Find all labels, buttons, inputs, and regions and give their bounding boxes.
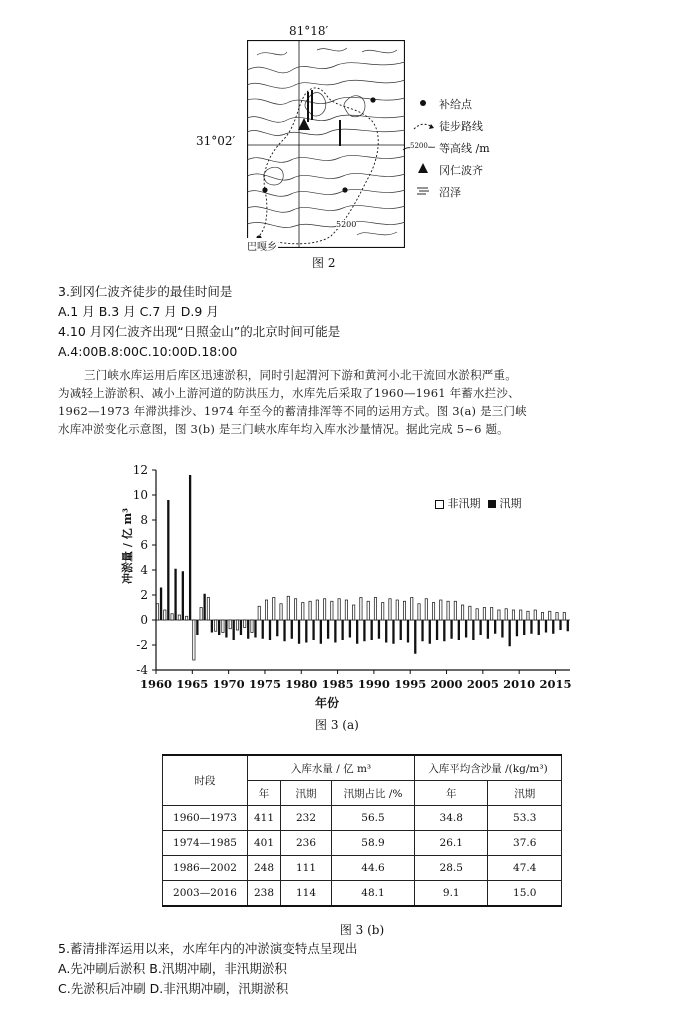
bar-non-flood: [534, 610, 536, 620]
question-5-options-1: A.先冲刷后淤积 B.汛期冲刷，非汛期淤积: [58, 961, 287, 976]
table-caption: 图 3 (b): [339, 923, 385, 937]
bar-non-flood: [164, 610, 166, 620]
bar-non-flood: [520, 610, 522, 620]
bar-flood: [400, 620, 402, 640]
contour-value-label: 5200: [336, 220, 357, 229]
cell: 411: [248, 806, 281, 831]
cell: 37.6: [488, 831, 562, 856]
bar-non-flood: [345, 600, 347, 620]
cell: 28.5: [415, 856, 488, 881]
bar-non-flood: [302, 603, 304, 621]
bar-flood: [167, 500, 169, 620]
cell: 236: [281, 831, 332, 856]
bar-flood: [276, 620, 278, 636]
bar-flood: [559, 620, 561, 630]
bar-non-flood: [178, 615, 180, 620]
question-4-options: A.4:00B.8:00C.10:00D.18:00: [58, 344, 238, 359]
bar-flood: [189, 475, 191, 620]
question-3-stem: 3.到冈仁波齐徒步的最佳时间是: [58, 284, 233, 299]
bar-flood: [472, 620, 474, 640]
cell: 248: [248, 856, 281, 881]
table-row: [163, 831, 562, 856]
bar-flood: [371, 620, 373, 640]
y-tick-label: 4: [140, 563, 148, 577]
intro-line: 为减轻上游淤积、减小上游河道的防洪压力，水库先后采取了1960—1961 年蓄水拦沙、: [58, 386, 520, 400]
bar-flood: [509, 620, 511, 646]
bar-flood: [479, 620, 481, 635]
x-tick-label: 1985: [321, 677, 354, 691]
cell: 111: [281, 856, 332, 881]
subheader: 年: [248, 781, 281, 806]
y-tick-label: -2: [136, 638, 148, 652]
x-tick-label: 1990: [357, 677, 390, 691]
bar-flood: [218, 620, 220, 635]
bar-flood: [203, 594, 205, 620]
y-tick-label: 8: [140, 513, 148, 527]
bar-non-flood: [447, 601, 449, 620]
bar-flood: [160, 588, 162, 621]
bar-non-flood: [411, 598, 413, 621]
bar-flood: [283, 620, 285, 641]
bar-non-flood: [338, 599, 340, 620]
cell-period: 2003—2016: [163, 881, 248, 907]
chart-figure: [100, 460, 590, 740]
bar-non-flood: [461, 605, 463, 620]
bar-flood: [414, 620, 416, 654]
bar-flood: [385, 620, 387, 643]
bar-non-flood: [360, 598, 362, 621]
dot-icon: [420, 100, 426, 106]
question-3-options: A.1 月 B.3 月 C.7 月 D.9 月: [58, 304, 219, 319]
bar-non-flood: [549, 611, 551, 620]
bar-non-flood: [505, 609, 507, 620]
bar-non-flood: [316, 600, 318, 620]
x-tick-label: 2010: [503, 677, 536, 691]
bar-flood: [538, 620, 540, 635]
bar-non-flood: [265, 600, 267, 620]
question-5-options-2: C.先淤积后冲刷 D.非汛期冲刷，汛期淤积: [58, 981, 289, 996]
bar-non-flood: [193, 620, 195, 660]
cell: 44.6: [332, 856, 415, 881]
bar-flood: [182, 571, 184, 620]
bar-non-flood: [491, 608, 493, 621]
bar-non-flood: [432, 603, 434, 621]
x-tick-label: 2005: [466, 677, 499, 691]
subheader: 汛期: [488, 781, 562, 806]
bar-flood: [392, 620, 394, 644]
subheader: 汛期占比 /%: [332, 781, 415, 806]
bar-flood: [421, 620, 423, 641]
x-tick-label: 1995: [394, 677, 427, 691]
inflow-table: [162, 754, 562, 907]
bar-flood: [298, 620, 300, 644]
legend-item-supply: [412, 96, 502, 118]
legend-label: 冈仁波齐: [439, 164, 483, 177]
y-axis-label: 冲淤量 / 亿 m³: [121, 508, 134, 584]
chart-legend: [435, 495, 522, 511]
map-figure: [196, 22, 502, 272]
village-label: 巴嘎乡: [246, 238, 278, 253]
bar-flood: [334, 620, 336, 643]
x-tick-label: 1965: [176, 677, 209, 691]
intro-line: 三门峡水库运用后库区迅速淤积，同时引起渭河下游和黄河小北干流回水淤积严重。: [84, 368, 517, 382]
bar-non-flood: [244, 620, 246, 628]
bar-non-flood: [527, 611, 529, 620]
cell: 56.5: [332, 806, 415, 831]
bar-flood: [320, 620, 322, 644]
bar-flood: [378, 620, 380, 639]
bar-non-flood: [251, 620, 253, 633]
x-tick-label: 2015: [539, 677, 572, 691]
legend-swatch-non-flood: [435, 500, 444, 509]
bar-flood: [458, 620, 460, 640]
cell: 114: [281, 881, 332, 907]
bar-flood: [225, 620, 227, 638]
cell: 26.1: [415, 831, 488, 856]
bar-flood: [327, 620, 329, 639]
chart-caption: 图 3 (a): [315, 718, 359, 732]
bar-flood: [356, 620, 358, 644]
y-tick-label: 2: [140, 588, 148, 602]
legend-item-route: [412, 118, 502, 140]
cell: 53.3: [488, 806, 562, 831]
table-row: [163, 856, 562, 881]
legend-item-contour: [412, 140, 502, 162]
header-inflow-volume: 入库水量 / 亿 m³: [248, 755, 415, 781]
table-figure: [162, 754, 562, 938]
bar-flood: [552, 620, 554, 634]
bar-non-flood: [171, 614, 173, 620]
bar-non-flood: [156, 604, 158, 620]
bar-non-flood: [498, 610, 500, 620]
bar-non-flood: [258, 606, 260, 620]
cell: 9.1: [415, 881, 488, 907]
bar-non-flood: [469, 606, 471, 620]
legend-label: 等高线 /m: [439, 142, 490, 155]
legend-item-swamp: [412, 184, 502, 206]
table-row: [163, 806, 562, 831]
bar-flood: [233, 620, 235, 640]
bar-non-flood: [396, 600, 398, 620]
bar-flood: [407, 620, 409, 643]
bar-non-flood: [440, 600, 442, 620]
cell-period: 1974—1985: [163, 831, 248, 856]
bar-non-flood: [512, 610, 514, 620]
contour-legend-value: 5200: [410, 142, 428, 150]
bar-non-flood: [367, 601, 369, 620]
bar-non-flood: [200, 608, 202, 621]
map-legend: [412, 96, 502, 206]
legend-swatch-flood: [488, 500, 496, 508]
bar-flood: [312, 620, 314, 640]
y-tick-label: -4: [136, 663, 148, 677]
bar-non-flood: [454, 601, 456, 620]
bar-flood: [545, 620, 547, 633]
bar-flood: [269, 620, 271, 640]
bar-non-flood: [403, 601, 405, 620]
cell: 232: [281, 806, 332, 831]
x-tick-label: 1970: [212, 677, 245, 691]
table-header-row: [163, 755, 562, 781]
bar-non-flood: [389, 599, 391, 620]
bar-flood: [494, 620, 496, 634]
table-row: [163, 881, 562, 907]
intro-paragraph: [58, 366, 648, 438]
bar-flood: [240, 620, 242, 635]
cell-period: 1986—2002: [163, 856, 248, 881]
cell: 58.9: [332, 831, 415, 856]
bar-flood: [429, 620, 431, 644]
swamp-icon: [416, 185, 430, 197]
cell: 48.1: [332, 881, 415, 907]
x-tick-label: 1960: [139, 677, 173, 691]
bar-non-flood: [483, 608, 485, 621]
bar-non-flood: [382, 603, 384, 621]
subheader: 年: [415, 781, 488, 806]
bar-flood: [291, 620, 293, 639]
bar-non-flood: [425, 599, 427, 620]
legend-item-peak: [412, 162, 502, 184]
cell: 34.8: [415, 806, 488, 831]
cell: 47.4: [488, 856, 562, 881]
bar-non-flood: [229, 620, 231, 629]
cell: 238: [248, 881, 281, 907]
bar-non-flood: [185, 616, 187, 620]
bar-non-flood: [353, 605, 355, 620]
bar-non-flood: [374, 598, 376, 621]
bar-flood: [262, 620, 264, 639]
legend-label: 沼泽: [439, 186, 461, 199]
bar-flood: [501, 620, 503, 638]
bar-flood: [516, 620, 518, 636]
bar-flood: [450, 620, 452, 639]
bar-non-flood: [331, 601, 333, 620]
bar-flood: [567, 620, 569, 631]
bar-flood: [530, 620, 532, 634]
bar-non-flood: [222, 620, 224, 633]
bar-non-flood: [287, 596, 289, 620]
cell: 401: [248, 831, 281, 856]
y-tick-label: 12: [132, 463, 148, 477]
bar-non-flood: [236, 620, 238, 630]
bar-flood: [196, 620, 198, 635]
triangle-icon: [418, 163, 428, 173]
cell-period: 1960—1973: [163, 806, 248, 831]
bar-flood: [211, 620, 213, 633]
x-tick-label: 2000: [430, 677, 463, 691]
bar-flood: [443, 620, 445, 641]
dashed-arrow-icon: [412, 121, 436, 131]
bar-flood: [436, 620, 438, 640]
y-tick-label: 0: [140, 613, 148, 627]
y-tick-label: 10: [132, 488, 148, 502]
bar-non-flood: [273, 598, 275, 621]
legend-label: 补给点: [439, 98, 472, 111]
bar-non-flood: [280, 604, 282, 620]
legend-label-flood: 汛期: [499, 497, 522, 510]
intro-line: 水库冲淤变化示意图，图 3(b) 是三门峡水库年均入库水沙量情况。据此完成 5~6 题。: [58, 422, 509, 436]
x-axis-label: 年份: [315, 696, 340, 710]
longitude-label: 81°18′: [289, 24, 329, 38]
header-period: 时段: [163, 755, 248, 806]
y-tick-label: 6: [140, 538, 148, 552]
map-caption: 图 2: [312, 256, 336, 270]
legend-label-non-flood: 非汛期: [447, 497, 481, 510]
bar-flood: [305, 620, 307, 643]
header-sediment: 入库平均含沙量 /(kg/m³): [415, 755, 562, 781]
subheader: 汛期: [281, 781, 332, 806]
bar-flood: [174, 569, 176, 620]
bar-flood: [465, 620, 467, 638]
bar-non-flood: [323, 599, 325, 620]
bar-flood: [254, 620, 256, 638]
bar-flood: [349, 620, 351, 638]
bar-non-flood: [418, 604, 420, 620]
cell: 15.0: [488, 881, 562, 907]
bar-flood: [363, 620, 365, 641]
bar-non-flood: [556, 613, 558, 621]
bar-non-flood: [541, 613, 543, 621]
legend-label: 徒步路线: [439, 120, 483, 133]
x-tick-label: 1980: [285, 677, 318, 691]
bar-non-flood: [309, 601, 311, 620]
latitude-label: 31°02′: [196, 134, 236, 148]
bar-non-flood: [207, 598, 209, 621]
question-5-stem: 5.蓄清排浑运用以来，水库年内的冲淤演变特点呈现出: [58, 941, 358, 956]
topographic-map: [247, 40, 405, 248]
bar-flood: [487, 620, 489, 639]
bar-flood: [341, 620, 343, 640]
bar-flood: [247, 620, 249, 639]
question-4-stem: 4.10 月冈仁波齐出现“日照金山”的北京时间可能是: [58, 324, 341, 339]
intro-line: 1962—1973 年滞洪排沙、1974 年至今的蓄清排浑等不同的运用方式。图 3(a) 是三门峡: [58, 404, 527, 418]
bar-non-flood: [476, 609, 478, 620]
x-tick-label: 1975: [248, 677, 281, 691]
bar-non-flood: [215, 620, 217, 631]
bar-non-flood: [294, 599, 296, 620]
bar-non-flood: [563, 613, 565, 621]
bar-flood: [523, 620, 525, 635]
